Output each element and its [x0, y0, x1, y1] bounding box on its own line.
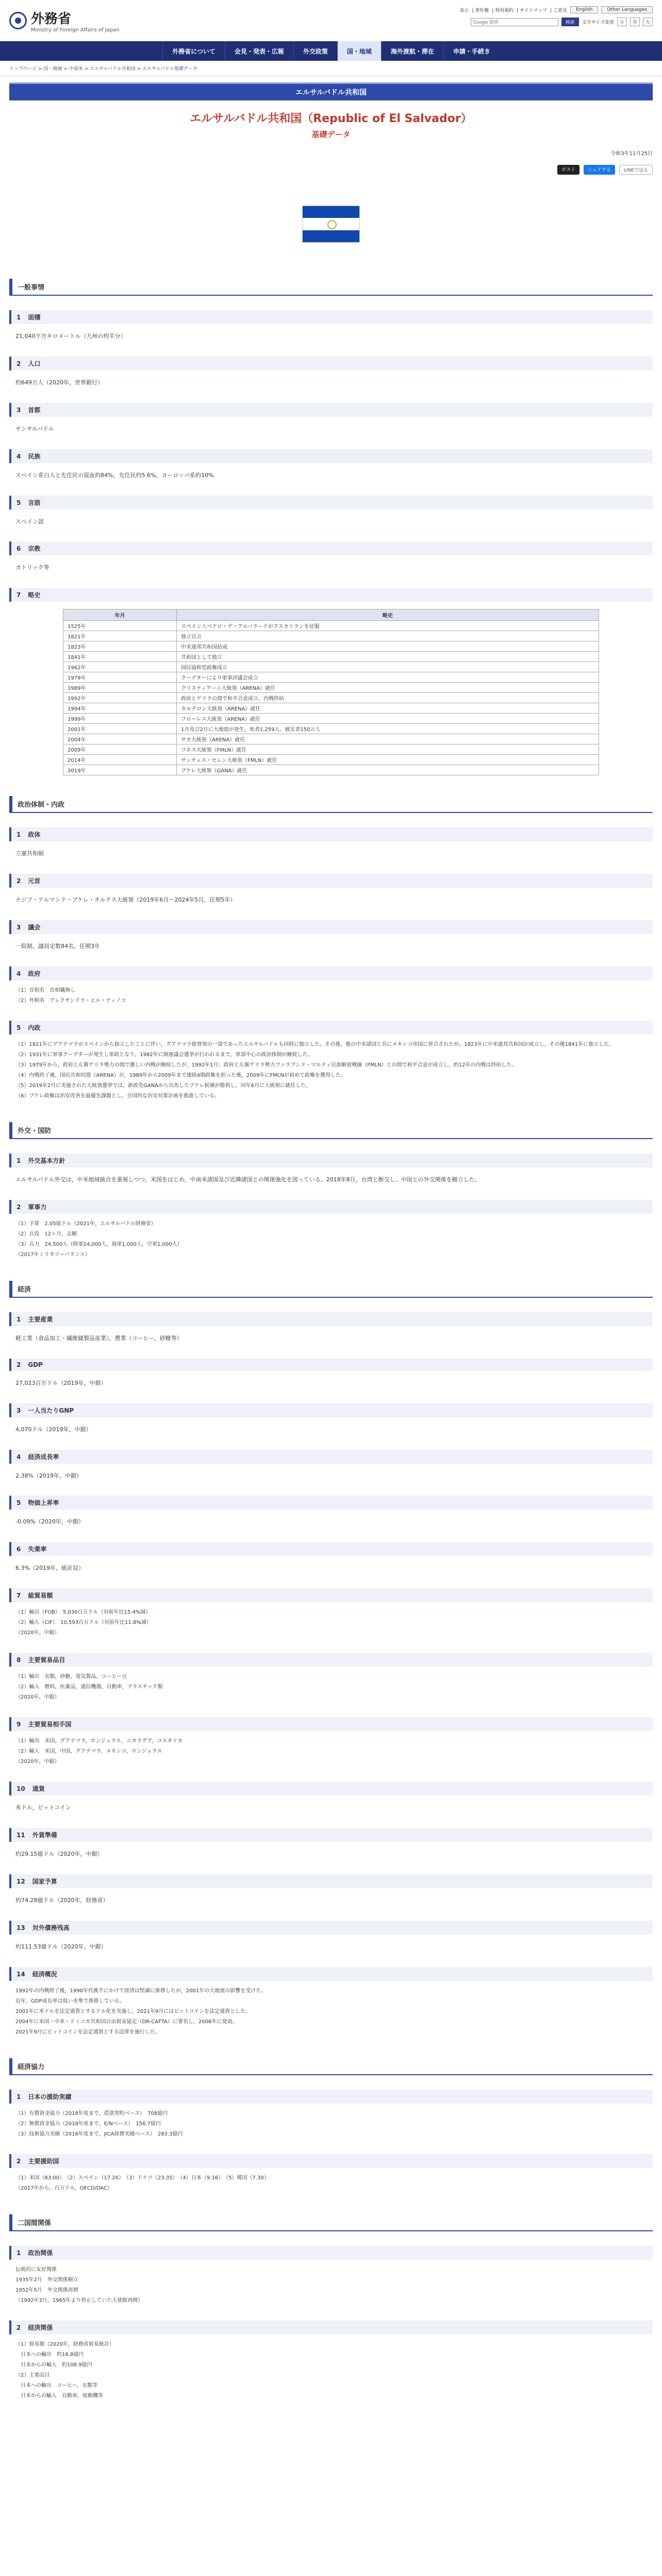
section-body: ナジブ・アルマンド・ブケレ・オルテス大統領（2019年6月〜2024年5月，任期5年）: [15, 896, 236, 904]
section-heading: [9, 2154, 653, 2168]
list-item: 日本への輸出 コーヒー，衣類等: [15, 2382, 98, 2388]
history-year: 1999年: [63, 714, 177, 724]
section-number: 5: [16, 499, 21, 506]
section-economy: 経済: [9, 1281, 653, 1298]
section-body: 21,040平方キロメートル（九州の約半分）: [15, 333, 126, 340]
section-heading-text: 経済関係: [28, 2324, 53, 2331]
section-heading: [9, 2090, 653, 2104]
table-row: [63, 703, 599, 714]
history-event: 政府とゲリラの間で和平合意成立，内戦終結: [177, 693, 599, 703]
section-list: [9, 1981, 653, 2038]
section-heading-text: 政治関係: [28, 2249, 53, 2257]
section-number: 4: [16, 452, 21, 460]
section-number: 11: [16, 1832, 25, 1839]
table-row: [63, 631, 599, 641]
section-number: 1: [16, 2093, 21, 2100]
section-body: 立憲共和制: [15, 850, 44, 857]
section-heading-text: 内政: [28, 1024, 41, 1032]
table-row: [63, 672, 599, 683]
section-heading: [9, 2320, 653, 2334]
section-heading: [9, 496, 653, 510]
section-number: 1: [16, 831, 21, 839]
section-heading: [9, 1450, 653, 1464]
history-event: スペイン人ペドロ・デ・アルバラードがクスカトランを征服: [177, 621, 599, 631]
section-heading: [9, 1717, 653, 1731]
section-heading: [9, 449, 653, 463]
politics-list: [9, 827, 653, 1101]
section-body: 軽工業（食品加工・繊維縫製品産業），農業（コーヒー，砂糖等）: [15, 1334, 183, 1342]
list-item: 日本からの輸入 約108.9億円: [15, 2362, 92, 2368]
section-number: 8: [16, 1656, 21, 1664]
search-input[interactable]: [471, 18, 558, 26]
section-heading: [9, 1312, 653, 1326]
section-heading: [9, 920, 653, 934]
section-heading-text: 外交基本方針: [28, 1157, 65, 1165]
section-heading-text: GDP: [28, 1361, 43, 1368]
section-body: スペイン系白人と先住民の混血約84%，先住民約5.6%，ヨーロッパ系約10%: [15, 471, 214, 479]
section-heading: [9, 827, 653, 841]
share-facebook-button[interactable]: シェアする: [584, 165, 615, 175]
share-buttons: [9, 165, 653, 175]
section-body: 米ドル，ビットコイン: [15, 1804, 71, 1811]
table-row: [63, 641, 599, 652]
list-item: （2017年から，百万ドル，OECD/DAC）: [15, 2185, 113, 2191]
section-number: 3: [16, 924, 21, 931]
section-number: 9: [16, 1721, 21, 1728]
section-list: [9, 1602, 653, 1638]
history-year: 1821年: [63, 631, 177, 641]
list-item: 日本からの輸入 自動車，原動機等: [15, 2393, 103, 2399]
section-list: [9, 1667, 653, 1703]
utility-area: [459, 6, 653, 35]
section-heading-text: 主要貿易品目: [28, 1656, 65, 1664]
section-heading-text: 民族: [28, 452, 41, 460]
english-button[interactable]: English: [570, 6, 599, 13]
history-event: 国民協和党政権成立: [177, 662, 599, 672]
section-number: 2: [16, 1203, 21, 1211]
section-heading: [9, 1359, 653, 1371]
section-heading-text: 物価上昇率: [28, 1499, 59, 1507]
history-col-year: 年月: [63, 609, 177, 621]
search-row: [459, 18, 653, 26]
list-item: 1992年の内戦終了後，1990年代後半にかけて経済は堅調に推移したが，2001年の大地震の影響を受けた。: [15, 1988, 267, 1994]
history-event: カルデロン大統領（ARENA）就任: [177, 703, 599, 714]
search-button[interactable]: 検索: [561, 18, 579, 26]
section-number: 3: [16, 406, 21, 414]
section-heading-text: 外貨準備: [32, 1832, 57, 1839]
list-item: （1）輸出 米国，グアテマラ，ホンジュラス，ニカラグア，コスタリカ: [15, 1738, 183, 1744]
section-heading: [9, 967, 653, 980]
section-list: [9, 2260, 653, 2306]
section-heading: [9, 541, 653, 555]
utility-links: [459, 6, 653, 13]
table-row: [63, 734, 599, 744]
history-year: 1979年: [63, 672, 177, 683]
table-row: [63, 662, 599, 672]
section-number: 2: [16, 2324, 21, 2331]
section-body: 約649万人（2020年，世界銀行）: [15, 379, 103, 386]
section-number: 6: [16, 545, 21, 553]
section-heading-text: 国家予算: [32, 1878, 57, 1886]
table-row: [63, 683, 599, 693]
section-number: 1: [16, 1315, 21, 1323]
history-year: 1994年: [63, 703, 177, 714]
section-number: 5: [16, 1499, 21, 1507]
section-heading-text: 元首: [28, 877, 41, 885]
list-item: （2）輸入 米国，中国，グアテマラ，メキシコ，ホンジュラス: [15, 1749, 162, 1755]
section-number: 14: [16, 1970, 25, 1978]
section-politics: 政治体制・内政: [9, 796, 653, 813]
section-heading: [9, 1403, 653, 1417]
history-event: サンチェス・セレン大統領（FMLN）就任: [177, 755, 599, 765]
list-item: （1）首相名 首相職無し: [15, 988, 76, 994]
history-year: 1962年: [63, 662, 177, 672]
page-title: エルサルバドル共和国（Republic of El Salvador）: [190, 112, 472, 125]
country-bar: エルサルバドル共和国: [9, 82, 653, 100]
section-heading: [9, 1021, 653, 1035]
list-item: （2020年，中銀）: [15, 1759, 60, 1765]
section-heading-text: 総貿易額: [28, 1592, 53, 1600]
section-list: [9, 1035, 653, 1101]
section-number: 12: [16, 1878, 25, 1886]
section-list: [9, 1214, 653, 1260]
history-event: フネス大統領（FMLN）就任: [177, 744, 599, 755]
section-number: 10: [16, 1785, 25, 1793]
section-number: 2: [16, 877, 21, 885]
text-size-large[interactable]: 大: [643, 18, 653, 26]
diplomacy-list: [9, 1154, 653, 1260]
history-event: 中米連邦共和国結成: [177, 641, 599, 652]
history-event: クリスティアーニ大統領（ARENA）就任: [177, 683, 599, 693]
coop-list: [9, 2090, 653, 2194]
table-row: [63, 652, 599, 662]
section-body: 一院制，議員定数84名，任期3年: [15, 943, 100, 950]
table-row: [63, 621, 599, 631]
section-heading-text: 一人当たりGNP: [28, 1406, 74, 1414]
history-event: クーデターにより軍事評議会成立: [177, 672, 599, 683]
text-size-small[interactable]: 小: [617, 18, 627, 26]
section-heading-text: 日本の援助実績: [28, 2093, 72, 2100]
util-link[interactable]: | サイトマップ: [517, 8, 548, 13]
section-heading-text: 経済概況: [32, 1970, 57, 1978]
section-heading: [9, 1921, 653, 1935]
list-item: 日本への輸出 約16.8億円: [15, 2351, 84, 2358]
list-item: （2017年ミリタリーバランス）: [15, 1251, 90, 1258]
section-heading: [9, 1496, 653, 1510]
history-table: [63, 609, 599, 775]
publish-date: 令和3年11月25日: [610, 151, 653, 157]
section-number: 2: [16, 1361, 21, 1368]
section-heading: [9, 1828, 653, 1842]
section-number: 2: [16, 360, 21, 367]
section-heading: [9, 1542, 653, 1556]
section-number: 6: [16, 1546, 21, 1553]
section-heading: [9, 1967, 653, 1981]
section-list: [9, 2334, 653, 2401]
section-body: 27,023百万ドル（2019年，中銀）: [15, 1379, 107, 1386]
section-body: カトリック等: [15, 564, 49, 571]
section-heading: [9, 1874, 653, 1888]
section-number: 2: [16, 2157, 21, 2165]
main-content: [0, 76, 662, 2408]
nav-countries[interactable]: 国・地域: [337, 41, 381, 61]
section-heading-text: 主要産業: [28, 1315, 53, 1323]
section-heading: [9, 588, 653, 602]
section-heading-text: 略史: [28, 591, 41, 599]
history-year: 2009年: [63, 744, 177, 755]
site-logo[interactable]: [9, 6, 120, 35]
site-header: [0, 0, 662, 41]
table-row: [63, 765, 599, 775]
section-general: 一般事情: [9, 279, 653, 296]
section-list: [9, 1731, 653, 1767]
section-heading: [9, 357, 653, 370]
economy-list: [9, 1312, 653, 2038]
nav-policy[interactable]: 外交政策: [293, 41, 337, 61]
list-item: （2）無償資金協力（2018年度まで，E/Nベース） 156.7億円: [15, 2121, 161, 2127]
section-heading-text: 経済成長率: [28, 1453, 59, 1461]
section-heading-text: 首都: [28, 406, 41, 414]
util-link[interactable]: | ご意見: [550, 8, 567, 13]
section-heading: [9, 1588, 653, 1602]
section-body: 4,070ドル（2019年，中銀）: [15, 1426, 92, 1433]
history-year: 1992年: [63, 693, 177, 703]
section-heading-text: 軍事力: [28, 1203, 47, 1211]
section-number: 5: [16, 1024, 21, 1032]
section-body: 約29.15億ドル（2020年，中銀）: [15, 1851, 103, 1858]
nav-press[interactable]: 会見・発表・広報: [225, 41, 293, 61]
table-row: [63, 693, 599, 703]
el-salvador-flag-icon: [302, 206, 360, 243]
section-body: エルサルバドル外交は，中米地域統合を重視しつつ，米国をはじめ，中南米諸国及び近隣諸国との関係強化を図っている。2018年8月，台湾と断交し，中国との外交関係を樹立した。: [15, 1176, 481, 1183]
page-subtitle: 基礎データ: [311, 130, 351, 139]
text-size-label: 文字サイズ変更: [582, 20, 614, 25]
section-heading-text: 政体: [28, 831, 41, 839]
list-item: 2021年9月にビットコインを法定通貨とする法律を施行した。: [15, 2029, 160, 2035]
history-col-event: 略史: [177, 609, 599, 621]
list-item: （2）1931年に軍事クーデターが発生し軍政となり，1982年に制憲議会選挙が行われるまで，軍部中心の政治体制が継続した。: [15, 1052, 313, 1058]
section-heading-text: 面積: [28, 314, 41, 321]
section-number: 1: [16, 1157, 21, 1165]
section-number: 1: [16, 2249, 21, 2257]
history-year: 1841年: [63, 652, 177, 662]
util-link[interactable]: | 利用規約: [492, 8, 514, 13]
section-body: スペイン語: [15, 518, 44, 525]
table-row: [63, 714, 599, 724]
nav-travel[interactable]: 海外渡航・滞在: [381, 41, 443, 61]
history-event: 1月及び2月に大地震が発生，死者1,259人，被災者150万人: [177, 724, 599, 734]
section-heading: [9, 310, 653, 324]
section-heading-text: 議会: [28, 924, 41, 931]
general-list: [9, 310, 653, 602]
history-year: 2019年: [63, 765, 177, 775]
section-number: 7: [16, 1592, 21, 1600]
section-number: 4: [16, 970, 21, 978]
list-item: （2）外相名 アレクサンドラ・ヒル・ティノコ: [15, 998, 126, 1004]
section-heading: [9, 1782, 653, 1795]
list-item: （3）1979年から，政府と左翼ゲリラ勢力の間で激しい内戦が継続したが，1992年1月，政府と左翼ゲリラ勢力ファラブンド・マルティ民族解放戦線（FMLN）との間で和平合意が成立し，約12年の内戦は終結した。: [15, 1062, 517, 1069]
list-item: （6）ブケレ政権は治安改善を最優先課題とし，全国的な治安対策計画を推進している。: [15, 1093, 220, 1099]
list-item: （2）輸入 燃料，医薬品，通信機器，自動車，プラスチック類: [15, 1684, 163, 1690]
section-number: 13: [16, 1924, 25, 1931]
list-item: （2）輸入（CIF） 10,593百万ドル（対前年比11.8%減）: [15, 1620, 152, 1626]
share-line-button[interactable]: LINEで送る: [619, 165, 653, 175]
history-event: 共和国として独立: [177, 652, 599, 662]
section-heading-text: 人口: [28, 360, 41, 367]
bilateral-list: [9, 2246, 653, 2401]
list-item: （1992年3月，1965年より停止していた大使館再開）: [15, 2297, 143, 2303]
section-heading-text: 失業率: [28, 1546, 47, 1553]
section-coop: 経済協力: [9, 2058, 653, 2075]
other-languages-button[interactable]: Other Languages: [601, 6, 653, 13]
list-item: （1）輸出 衣類，砂糖，電気製品，コーヒー豆: [15, 1674, 127, 1680]
share-x-button[interactable]: ポスト: [557, 165, 580, 175]
section-heading: [9, 2246, 653, 2260]
text-size-medium[interactable]: 中: [630, 18, 640, 26]
section-heading: [9, 1200, 653, 1214]
section-heading-text: 宗教: [28, 545, 41, 553]
history-event: フローレス大統領（ARENA）就任: [177, 714, 599, 724]
section-number: 1: [16, 314, 21, 321]
list-item: （1）有償資金協力（2018年度まで，借款契約ベース） 708億円: [15, 2110, 168, 2116]
history-year: 1525年: [63, 621, 177, 631]
list-item: （2）主要品目: [15, 2372, 50, 2378]
section-body: 2.38%（2019年，中銀）: [15, 1472, 82, 1479]
history-year: 2014年: [63, 755, 177, 765]
nav-procedures[interactable]: 申請・手続き: [443, 41, 500, 61]
list-item: （2020年，中銀）: [15, 1694, 60, 1701]
list-item: 1935年2月 外交関係樹立: [15, 2277, 78, 2283]
list-item: （1）1821年にグアテマラがスペインから独立したことに伴い，グアテマラ総督領の一部であったエルサルバドルも同時に独立した。その後，他の中米諸国と共にメキシコ帝国に併合されたが，1823年に中米連邦共和国が成立し，その後1841年に独立した。: [15, 1042, 615, 1048]
list-item: （2）兵役 12ヶ月，志願: [15, 1231, 77, 1237]
section-heading: [9, 403, 653, 417]
util-link[interactable]: | 著作権: [472, 8, 489, 13]
section-heading-text: 政府: [28, 970, 41, 978]
list-item: （1）輸出（FOB） 5,030百万ドル（対前年比15.4%減）: [15, 1609, 151, 1616]
history-year: 1823年: [63, 641, 177, 652]
section-heading-text: 通貨: [32, 1785, 45, 1793]
section-number: 3: [16, 1406, 21, 1414]
nav-about[interactable]: 外務省について: [162, 41, 225, 61]
section-number: 7: [16, 591, 21, 599]
table-row: [63, 755, 599, 765]
logo-text-en: Ministry of Foreign Affairs of Japan: [31, 27, 120, 33]
history-year: 2001年: [63, 724, 177, 734]
section-body: 約111.53億ドル（2020年，中銀）: [15, 1943, 107, 1950]
breadcrumb[interactable]: トップページ > 国・地域 > 中南米 > エルサルバドル共和国 > エルサルバドル基礎データ: [0, 61, 662, 76]
list-item: （1）予算 2.05億ドル（2021年，エルサルバドル財務省）: [15, 1221, 156, 1227]
section-heading: [9, 874, 653, 888]
section-body: サンサルバドル: [15, 425, 54, 432]
history-event: 独立宣言: [177, 631, 599, 641]
list-item: （5）2019年2月に実施された大統領選挙では，新政党GANAから出馬したブケレ候補が勝利し，同年6月に大統領に就任した。: [15, 1083, 311, 1089]
section-list: [9, 2104, 653, 2140]
global-nav: [0, 41, 662, 61]
list-item: （3）技術協力実績（2018年度まで，JICA経費実績ベース） 283.3億円: [15, 2131, 183, 2137]
list-item: （3）兵力 24,500人（陸軍24,000人，海軍1,000人，空軍1,000人）: [15, 1241, 183, 1247]
section-diplomacy: 外交・国防: [9, 1122, 653, 1139]
list-item: 2004年に米国・中米・ドミニカ共和国自由貿易協定（DR-CAFTA）に署名し，2006年に発効。: [15, 2019, 238, 2025]
section-heading-text: 対外債務残高: [32, 1924, 70, 1931]
util-link[interactable]: 表示: [459, 8, 469, 13]
section-heading-text: 主要貿易相手国: [28, 1721, 72, 1728]
list-item: 1952年5月 外交関係再開: [15, 2287, 78, 2293]
list-item: 伝統的に友好関係: [15, 2266, 57, 2273]
section-heading: [9, 1653, 653, 1667]
section-body: 6.3%（2019年，統計局）: [15, 1565, 84, 1572]
mofa-emblem-icon: [9, 12, 27, 29]
section-heading-text: 言語: [28, 499, 41, 506]
list-item: 2001年に米ドルを法定通貨とするドル化を実施し，2021年9月にはビットコインを法定通貨とした。: [15, 2008, 251, 2014]
section-number: 4: [16, 1453, 21, 1461]
section-body: -0.09%（2020年，中銀）: [15, 1518, 84, 1526]
section-heading: [9, 1154, 653, 1167]
list-item: （4）内戦終了後，国民共和同盟（ARENA）が，1989年から2009年まで連続4期政権を担った後，2009年にFMLNが初めて政権を獲得した。: [15, 1073, 346, 1079]
history-event: サカ大統領（ARENA）就任: [177, 734, 599, 744]
section-body: 約74.28億ドル（2020年，財務省）: [15, 1897, 109, 1904]
section-heading-text: 主要援助国: [28, 2157, 59, 2165]
list-item: （2020年，中銀）: [15, 1630, 60, 1636]
history-year: 2004年: [63, 734, 177, 744]
section-list: [9, 2168, 653, 2194]
list-item: （1）米国（83.00） （2）スペイン（17.26） （3）ドイツ（23.35） （4）日本（9.16） （5）韓国（7.30）: [15, 2175, 269, 2181]
list-item: （1）貿易額（2020年，財務省貿易統計）: [15, 2341, 114, 2347]
table-row: [63, 744, 599, 755]
table-row: [63, 724, 599, 734]
history-event: ブケレ大統領（GANA）就任: [177, 765, 599, 775]
section-bilateral: 二国間関係: [9, 2214, 653, 2231]
list-item: 近年，GDP成長率は低い水準で推移している。: [15, 1998, 125, 2004]
section-list: [9, 980, 653, 1006]
history-year: 1989年: [63, 683, 177, 693]
logo-text-ja: 外務省: [31, 11, 72, 27]
